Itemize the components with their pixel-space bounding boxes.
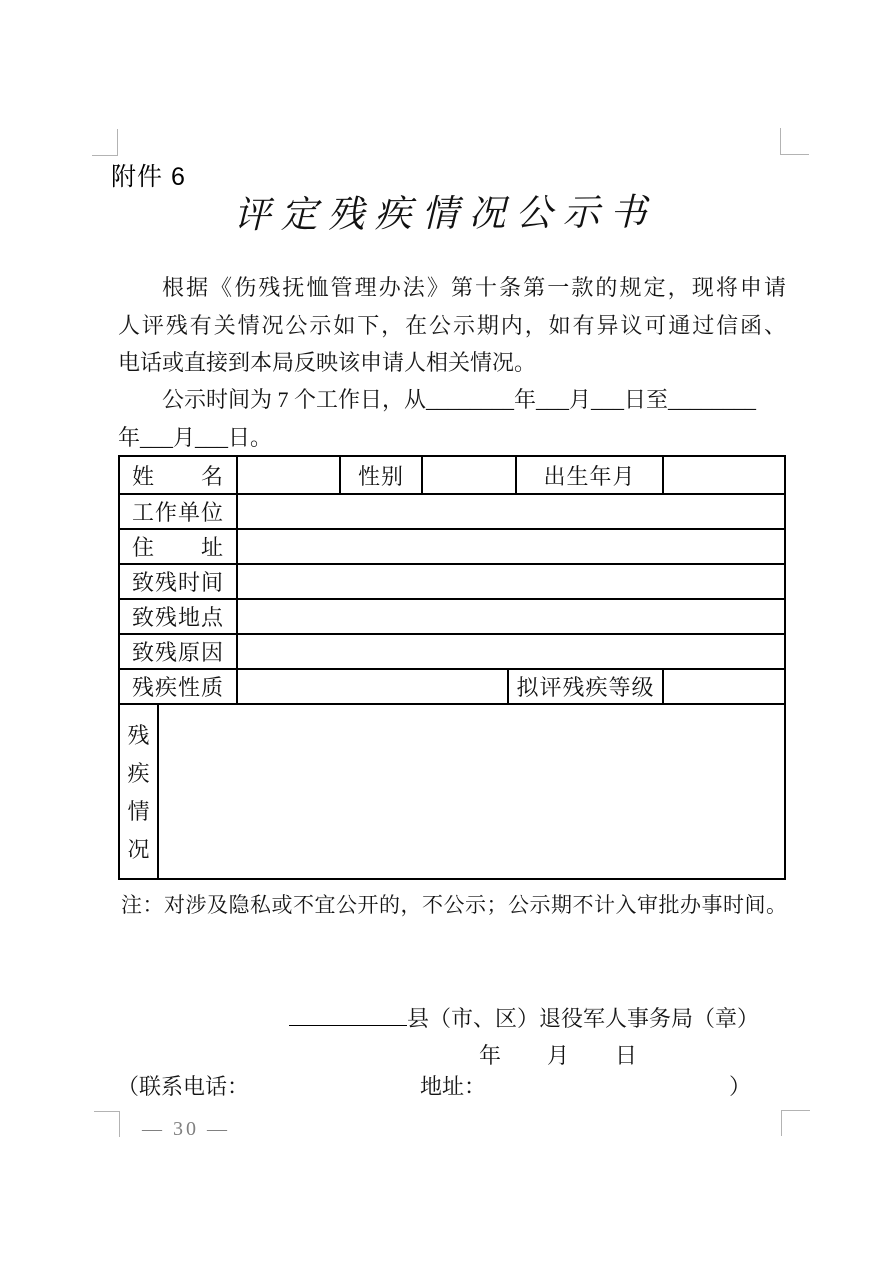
crop-mark-bottom-left-icon [94, 1111, 120, 1137]
table-row-name-gender-birth [120, 457, 784, 495]
period-line-1: 公示时间为 7 个工作日，从________年___月___日至________ [162, 387, 757, 412]
contact-line [0, 1070, 890, 1100]
intro-line-1: 根据《伤残抚恤管理办法》第十条第一款的规定，现将申请 [162, 275, 786, 300]
condition-label-cell [120, 705, 159, 878]
grade-value-cell [664, 670, 784, 703]
grade-label-cell: 拟评残疾等级 [509, 670, 664, 703]
table-row-address [120, 530, 784, 565]
gender-value-cell [423, 457, 517, 493]
name-value-cell [238, 457, 341, 493]
nature-label-cell: 残疾性质 [120, 670, 238, 703]
period-paragraph [118, 381, 786, 456]
birth-value-cell [664, 457, 784, 493]
injury-time-value-cell [238, 565, 784, 598]
injury-cause-label-cell: 致残原因 [120, 635, 238, 668]
date-month-label: 月 [547, 1043, 570, 1068]
birth-label-cell: 出生年月 [517, 457, 664, 493]
note-text: 注：对涉及隐私或不宜公开的，不公示；公示期不计入审批办事时间。 [121, 893, 788, 917]
org-suffix-text: 县（市、区）退役军人事务局（章） [407, 1006, 760, 1031]
table-row-condition [120, 705, 784, 878]
intro-line-2: 人评残有关情况公示如下，在公示期内，如有异议可通过信函、 [118, 312, 786, 338]
condition-label-char-3: 情 [127, 799, 150, 824]
intro-paragraph [118, 269, 786, 382]
signature-org-line [289, 1001, 759, 1033]
injury-place-label-cell: 致残地点 [120, 600, 238, 633]
contact-closing-paren: ） [729, 1074, 752, 1099]
work-unit-label-cell: 工作单位 [120, 495, 238, 528]
table-row-injury-cause [120, 635, 784, 670]
signature-date-line [479, 1039, 637, 1070]
nature-value-cell [238, 670, 509, 703]
crop-mark-top-left-icon [92, 129, 118, 156]
contact-address-label: 地址： [420, 1074, 487, 1099]
crop-mark-bottom-right-icon [781, 1110, 810, 1136]
gender-label-cell: 性别 [341, 457, 423, 493]
contact-phone-label: （联系电话： [117, 1074, 250, 1099]
table-row-work-unit [120, 495, 784, 530]
intro-line-3: 电话或直接到本局反映该申请人相关情况。 [118, 350, 537, 375]
date-year-label: 年 [479, 1043, 502, 1068]
table-row-injury-time [120, 565, 784, 600]
injury-time-label-cell: 致残时间 [120, 565, 238, 598]
condition-label-char-2: 疾 [127, 761, 150, 786]
address-label-cell: 住 址 [120, 530, 238, 563]
condition-value-cell [159, 705, 784, 878]
form-table [118, 455, 786, 880]
name-label-cell: 姓 名 [120, 457, 238, 493]
condition-label-char-4: 况 [127, 837, 150, 862]
attachment-label: 附件 6 [111, 163, 186, 191]
org-name-blank [289, 1001, 407, 1026]
page-number: — 30 — [142, 1118, 230, 1140]
injury-place-value-cell [238, 600, 784, 633]
work-unit-value-cell [238, 495, 784, 528]
page-title: 评定残疾情况公示书 [233, 192, 657, 237]
crop-mark-top-right-icon [780, 128, 809, 155]
date-day-label: 日 [615, 1043, 638, 1068]
address-value-cell [238, 530, 784, 563]
table-row-nature-grade [120, 670, 784, 705]
table-row-injury-place [120, 600, 784, 635]
injury-cause-value-cell [238, 635, 784, 668]
period-line-2: 年___月___日。 [118, 424, 273, 450]
condition-label-char-1: 残 [127, 723, 150, 748]
